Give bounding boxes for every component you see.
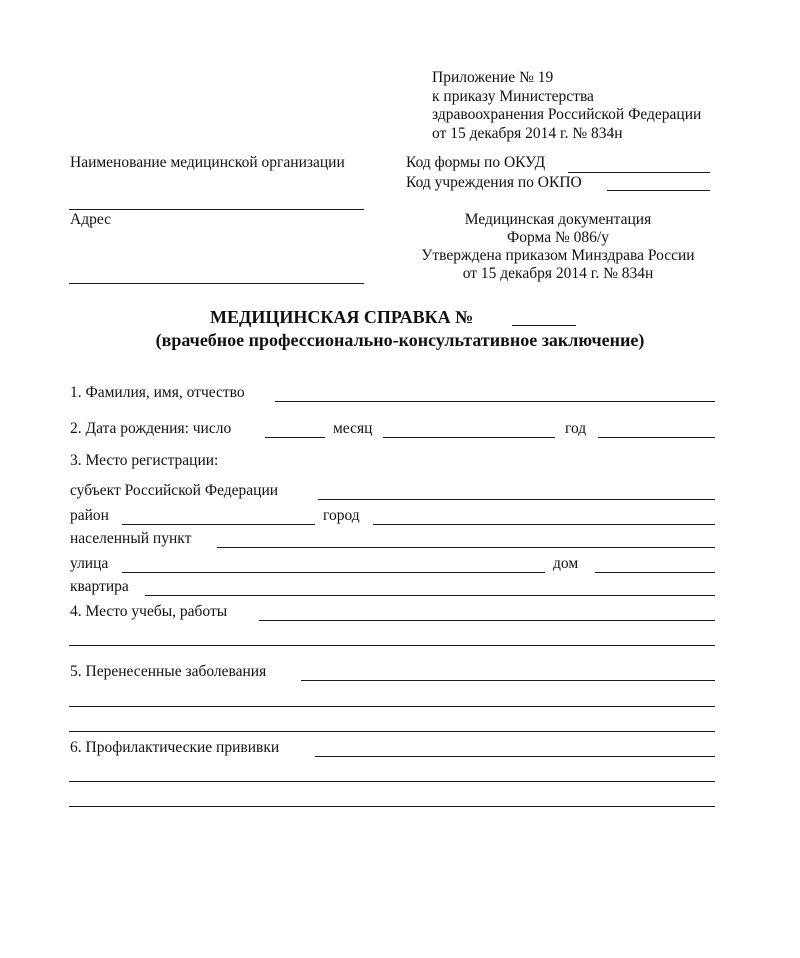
house-line[interactable]: [595, 572, 715, 573]
vaccinations-line-2[interactable]: [69, 781, 715, 782]
address-line[interactable]: [69, 283, 364, 284]
apartment-label: квартира: [70, 578, 129, 595]
work-line-1[interactable]: [259, 620, 715, 621]
page-subtitle: (врачебное профессионально-консультативное заключение): [155, 330, 645, 350]
district-line[interactable]: [122, 524, 315, 525]
birth-day-line[interactable]: [265, 437, 325, 438]
apartment-line[interactable]: [145, 595, 715, 596]
settlement-label: населенный пункт: [70, 530, 192, 547]
city-line[interactable]: [373, 524, 715, 525]
subject-line[interactable]: [318, 499, 715, 500]
okpo-line[interactable]: [607, 190, 710, 191]
settlement-line[interactable]: [217, 547, 715, 548]
diseases-line-2[interactable]: [69, 706, 715, 707]
district-label: район: [70, 507, 109, 524]
house-label: дом: [553, 555, 579, 572]
org-name-line[interactable]: [69, 209, 364, 210]
doc-info-line-1: Медицинская документация: [464, 211, 652, 228]
birth-day-label: 2. Дата рождения: число: [70, 420, 232, 437]
work-line-2[interactable]: [69, 645, 715, 646]
birth-month-label: месяц: [333, 420, 373, 437]
birth-year-line[interactable]: [598, 437, 715, 438]
street-label: улица: [70, 555, 109, 572]
appendix-line-4: от 15 декабря 2014 г. № 834н: [432, 125, 623, 142]
appendix-line-1: Приложение № 19: [432, 69, 554, 86]
diseases-line-1[interactable]: [301, 680, 715, 681]
birth-year-label: год: [565, 420, 587, 437]
registration-label: 3. Место регистрации:: [70, 452, 219, 469]
page-title: МЕДИЦИНСКАЯ СПРАВКА №: [210, 307, 474, 327]
work-label: 4. Место учебы, работы: [70, 603, 228, 620]
okud-label: Код формы по ОКУД: [406, 154, 546, 171]
appendix-line-2: к приказу Министерства: [432, 88, 594, 105]
okud-line[interactable]: [568, 172, 710, 173]
doc-info-line-4: от 15 декабря 2014 г. № 834н: [462, 265, 654, 282]
diseases-line-3[interactable]: [69, 731, 715, 732]
doc-info-line-2: Форма № 086/у: [507, 229, 609, 246]
vaccinations-label: 6. Профилактические прививки: [70, 739, 280, 756]
diseases-label: 5. Перенесенные заболевания: [70, 663, 267, 680]
certificate-number-line[interactable]: [512, 325, 576, 326]
org-name-label: Наименование медицинской организации: [70, 154, 345, 171]
fio-label: 1. Фамилия, имя, отчество: [70, 384, 245, 401]
address-label: Адрес: [70, 211, 111, 228]
doc-info-line-3: Утверждена приказом Минздрава России: [421, 247, 695, 264]
appendix-line-3: здравоохранения Российской Федерации: [432, 106, 702, 123]
city-label: город: [323, 507, 360, 524]
vaccinations-line-1[interactable]: [315, 756, 715, 757]
street-line[interactable]: [122, 572, 545, 573]
subject-label: субъект Российской Федерации: [70, 482, 279, 499]
birth-month-line[interactable]: [383, 437, 555, 438]
vaccinations-line-3[interactable]: [69, 806, 715, 807]
fio-line[interactable]: [275, 401, 715, 402]
okpo-label: Код учреждения по ОКПО: [406, 174, 582, 191]
